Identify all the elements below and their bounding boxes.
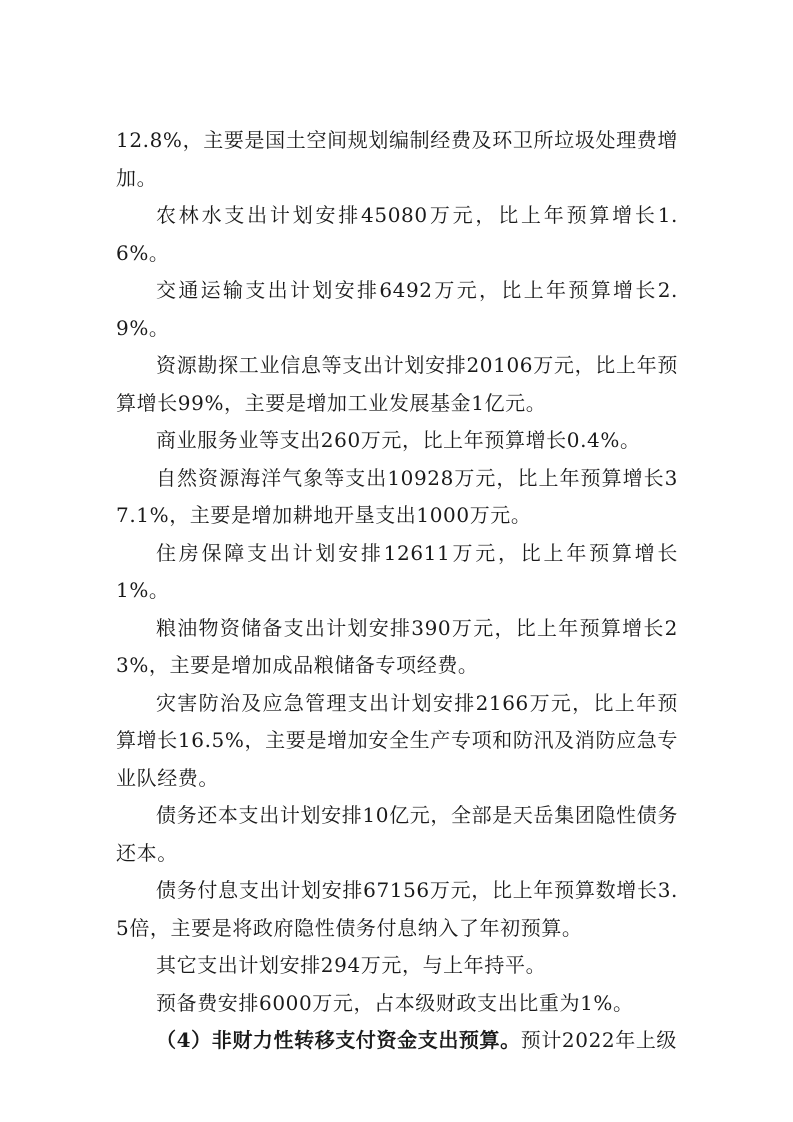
document-page [116,122,678,1060]
paragraph-12: 其它支出计划安排294万元，与上年持平。 [156,953,547,977]
paragraph-6: 自然资源海洋气象等支出10928万元，比上年预算增长37.1%，主要是增加耕地开垦支出1000万元。 [116,465,678,527]
paragraph-10: 债务还本支出计划安排10亿元，全部是天岳集团隐性债务还本。 [116,803,678,865]
paragraph-9: 灾害防治及应急管理支出计划安排2166万元，比上年预算增长16.5%，主要是增加安全生产专项和防汛及消防应急专业队经费。 [116,690,678,790]
paragraph-4: 资源勘探工业信息等支出计划安排20106万元，比上年预算增长99%，主要是增加工业发展基金1亿元。 [116,353,678,415]
paragraph-2: 农林水支出计划安排45080万元，比上年预算增长1.6%。 [116,203,678,265]
paragraph-13: 预备费安排6000万元，占本级财政支出比重为1%。 [156,990,634,1015]
paragraph-8: 粮油物资储备支出计划安排390万元，比上年预算增长23%，主要是增加成品粮储备专项经费。 [116,615,678,677]
paragraph-1: 12.8%，主要是国土空间规划编制经费及环卫所垃圾处理费增加。 [116,128,678,190]
paragraph-3: 交通运输支出计划安排6492万元，比上年预算增长2.9%。 [116,278,678,340]
section-heading: （4）非财力性转移支付资金支出预算。 [156,1028,521,1052]
paragraph-11: 债务付息支出计划安排67156万元，比上年预算数增长3.5倍，主要是将政府隐性债务付息纳入了年初预算。 [116,878,678,940]
section-text: 预计2022年上级 [520,1028,678,1052]
paragraph-7: 住房保障支出计划安排12611万元，比上年预算增长1%。 [116,540,678,602]
paragraph-section-4 [116,1022,678,1060]
paragraph-5: 商业服务业等支出260万元，比上年预算增长0.4%。 [156,428,641,452]
